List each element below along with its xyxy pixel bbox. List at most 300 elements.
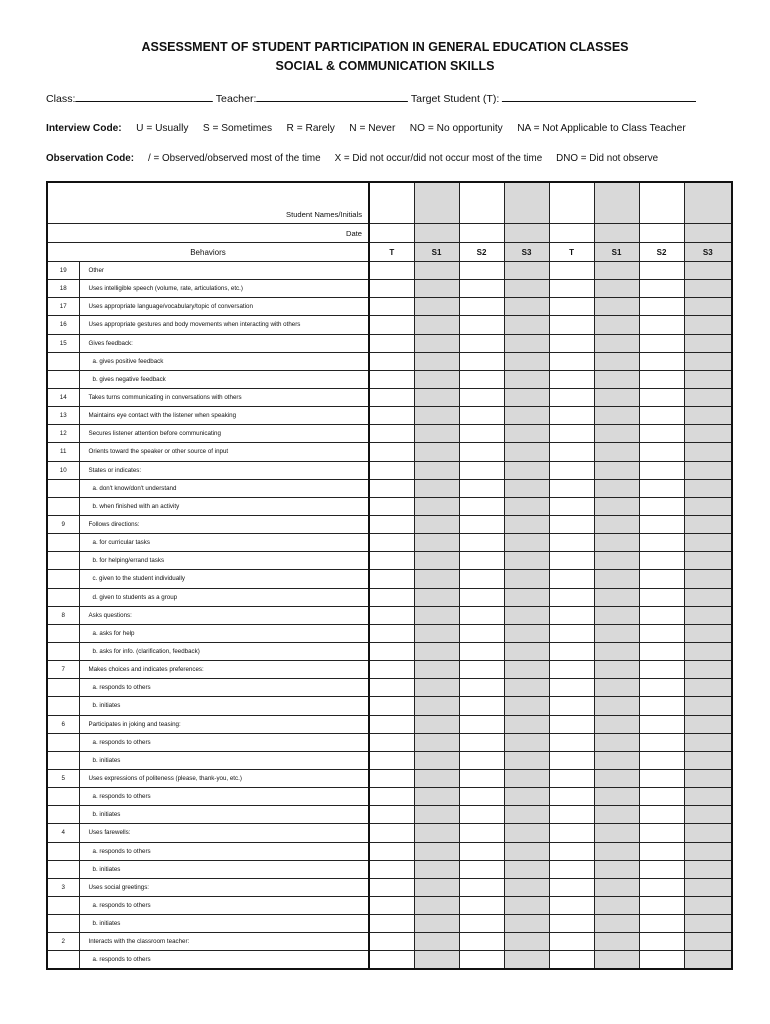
rating-cell[interactable] (594, 824, 639, 842)
rating-cell[interactable] (504, 588, 549, 606)
rating-cell[interactable] (414, 461, 459, 479)
date-cell[interactable] (414, 224, 459, 243)
rating-cell[interactable] (684, 679, 732, 697)
rating-cell[interactable] (684, 588, 732, 606)
rating-cell[interactable] (639, 280, 684, 298)
rating-cell[interactable] (459, 806, 504, 824)
rating-cell[interactable] (639, 479, 684, 497)
rating-cell[interactable] (459, 624, 504, 642)
teacher-field[interactable] (256, 92, 408, 102)
rating-cell[interactable] (594, 534, 639, 552)
rating-cell[interactable] (459, 915, 504, 933)
rating-cell[interactable] (594, 497, 639, 515)
rating-cell[interactable] (459, 606, 504, 624)
rating-cell[interactable] (369, 951, 414, 970)
rating-cell[interactable] (504, 715, 549, 733)
rating-cell[interactable] (414, 515, 459, 533)
rating-cell[interactable] (684, 878, 732, 896)
rating-cell[interactable] (369, 606, 414, 624)
rating-cell[interactable] (459, 661, 504, 679)
rating-cell[interactable] (594, 388, 639, 406)
rating-cell[interactable] (414, 751, 459, 769)
rating-cell[interactable] (504, 334, 549, 352)
rating-cell[interactable] (459, 679, 504, 697)
rating-cell[interactable] (504, 407, 549, 425)
name-cell[interactable] (504, 182, 549, 224)
rating-cell[interactable] (639, 824, 684, 842)
rating-cell[interactable] (459, 425, 504, 443)
rating-cell[interactable] (504, 788, 549, 806)
rating-cell[interactable] (549, 588, 594, 606)
rating-cell[interactable] (549, 280, 594, 298)
rating-cell[interactable] (549, 334, 594, 352)
rating-cell[interactable] (504, 552, 549, 570)
rating-cell[interactable] (639, 933, 684, 951)
rating-cell[interactable] (594, 715, 639, 733)
rating-cell[interactable] (549, 352, 594, 370)
rating-cell[interactable] (504, 443, 549, 461)
rating-cell[interactable] (504, 824, 549, 842)
name-cell[interactable] (639, 182, 684, 224)
rating-cell[interactable] (639, 316, 684, 334)
rating-cell[interactable] (369, 642, 414, 660)
date-cell[interactable] (639, 224, 684, 243)
rating-cell[interactable] (414, 388, 459, 406)
rating-cell[interactable] (684, 697, 732, 715)
rating-cell[interactable] (504, 515, 549, 533)
rating-cell[interactable] (549, 878, 594, 896)
rating-cell[interactable] (549, 697, 594, 715)
rating-cell[interactable] (369, 715, 414, 733)
rating-cell[interactable] (549, 715, 594, 733)
rating-cell[interactable] (684, 461, 732, 479)
rating-cell[interactable] (504, 842, 549, 860)
rating-cell[interactable] (549, 933, 594, 951)
rating-cell[interactable] (549, 262, 594, 280)
rating-cell[interactable] (414, 280, 459, 298)
rating-cell[interactable] (504, 769, 549, 787)
rating-cell[interactable] (639, 407, 684, 425)
rating-cell[interactable] (459, 316, 504, 334)
rating-cell[interactable] (639, 262, 684, 280)
rating-cell[interactable] (549, 552, 594, 570)
rating-cell[interactable] (639, 715, 684, 733)
name-cell[interactable] (369, 182, 414, 224)
rating-cell[interactable] (549, 661, 594, 679)
rating-cell[interactable] (369, 388, 414, 406)
rating-cell[interactable] (414, 552, 459, 570)
rating-cell[interactable] (414, 443, 459, 461)
rating-cell[interactable] (549, 824, 594, 842)
rating-cell[interactable] (414, 951, 459, 970)
rating-cell[interactable] (504, 860, 549, 878)
rating-cell[interactable] (594, 661, 639, 679)
rating-cell[interactable] (459, 896, 504, 914)
rating-cell[interactable] (549, 497, 594, 515)
rating-cell[interactable] (414, 534, 459, 552)
rating-cell[interactable] (369, 806, 414, 824)
rating-cell[interactable] (594, 407, 639, 425)
rating-cell[interactable] (594, 352, 639, 370)
rating-cell[interactable] (459, 552, 504, 570)
rating-cell[interactable] (504, 915, 549, 933)
rating-cell[interactable] (414, 407, 459, 425)
rating-cell[interactable] (504, 388, 549, 406)
rating-cell[interactable] (414, 570, 459, 588)
rating-cell[interactable] (639, 896, 684, 914)
rating-cell[interactable] (684, 933, 732, 951)
rating-cell[interactable] (459, 370, 504, 388)
rating-cell[interactable] (459, 515, 504, 533)
rating-cell[interactable] (684, 915, 732, 933)
name-cell[interactable] (549, 182, 594, 224)
rating-cell[interactable] (504, 896, 549, 914)
rating-cell[interactable] (594, 515, 639, 533)
rating-cell[interactable] (594, 788, 639, 806)
rating-cell[interactable] (504, 316, 549, 334)
rating-cell[interactable] (684, 334, 732, 352)
rating-cell[interactable] (594, 262, 639, 280)
rating-cell[interactable] (594, 878, 639, 896)
rating-cell[interactable] (414, 370, 459, 388)
rating-cell[interactable] (549, 951, 594, 970)
rating-cell[interactable] (594, 606, 639, 624)
rating-cell[interactable] (639, 915, 684, 933)
rating-cell[interactable] (594, 552, 639, 570)
rating-cell[interactable] (684, 425, 732, 443)
name-cell[interactable] (594, 182, 639, 224)
rating-cell[interactable] (414, 878, 459, 896)
rating-cell[interactable] (549, 534, 594, 552)
rating-cell[interactable] (594, 570, 639, 588)
rating-cell[interactable] (684, 788, 732, 806)
rating-cell[interactable] (684, 951, 732, 970)
rating-cell[interactable] (369, 334, 414, 352)
rating-cell[interactable] (459, 788, 504, 806)
rating-cell[interactable] (414, 298, 459, 316)
rating-cell[interactable] (639, 334, 684, 352)
rating-cell[interactable] (594, 896, 639, 914)
rating-cell[interactable] (504, 697, 549, 715)
rating-cell[interactable] (414, 588, 459, 606)
rating-cell[interactable] (594, 298, 639, 316)
rating-cell[interactable] (684, 642, 732, 660)
rating-cell[interactable] (639, 860, 684, 878)
rating-cell[interactable] (459, 733, 504, 751)
rating-cell[interactable] (459, 878, 504, 896)
rating-cell[interactable] (684, 407, 732, 425)
rating-cell[interactable] (639, 788, 684, 806)
rating-cell[interactable] (459, 570, 504, 588)
rating-cell[interactable] (549, 896, 594, 914)
rating-cell[interactable] (459, 860, 504, 878)
rating-cell[interactable] (504, 352, 549, 370)
rating-cell[interactable] (549, 388, 594, 406)
rating-cell[interactable] (594, 806, 639, 824)
rating-cell[interactable] (369, 461, 414, 479)
rating-cell[interactable] (594, 280, 639, 298)
rating-cell[interactable] (684, 316, 732, 334)
rating-cell[interactable] (369, 878, 414, 896)
rating-cell[interactable] (504, 534, 549, 552)
rating-cell[interactable] (639, 642, 684, 660)
rating-cell[interactable] (594, 479, 639, 497)
rating-cell[interactable] (549, 788, 594, 806)
rating-cell[interactable] (504, 461, 549, 479)
rating-cell[interactable] (594, 697, 639, 715)
rating-cell[interactable] (414, 334, 459, 352)
rating-cell[interactable] (504, 425, 549, 443)
rating-cell[interactable] (459, 280, 504, 298)
rating-cell[interactable] (459, 461, 504, 479)
rating-cell[interactable] (459, 262, 504, 280)
rating-cell[interactable] (504, 679, 549, 697)
rating-cell[interactable] (369, 661, 414, 679)
rating-cell[interactable] (684, 352, 732, 370)
rating-cell[interactable] (549, 679, 594, 697)
rating-cell[interactable] (549, 370, 594, 388)
rating-cell[interactable] (414, 824, 459, 842)
rating-cell[interactable] (504, 933, 549, 951)
rating-cell[interactable] (459, 933, 504, 951)
rating-cell[interactable] (639, 298, 684, 316)
rating-cell[interactable] (414, 661, 459, 679)
rating-cell[interactable] (369, 534, 414, 552)
rating-cell[interactable] (639, 534, 684, 552)
rating-cell[interactable] (684, 443, 732, 461)
rating-cell[interactable] (639, 461, 684, 479)
rating-cell[interactable] (684, 733, 732, 751)
rating-cell[interactable] (594, 933, 639, 951)
rating-cell[interactable] (549, 443, 594, 461)
rating-cell[interactable] (369, 497, 414, 515)
rating-cell[interactable] (369, 788, 414, 806)
rating-cell[interactable] (594, 334, 639, 352)
rating-cell[interactable] (684, 824, 732, 842)
rating-cell[interactable] (594, 860, 639, 878)
rating-cell[interactable] (684, 715, 732, 733)
rating-cell[interactable] (684, 298, 732, 316)
rating-cell[interactable] (459, 534, 504, 552)
rating-cell[interactable] (549, 425, 594, 443)
rating-cell[interactable] (414, 316, 459, 334)
rating-cell[interactable] (594, 642, 639, 660)
rating-cell[interactable] (684, 751, 732, 769)
rating-cell[interactable] (369, 842, 414, 860)
rating-cell[interactable] (684, 515, 732, 533)
date-cell[interactable] (504, 224, 549, 243)
rating-cell[interactable] (684, 370, 732, 388)
name-cell[interactable] (684, 182, 732, 224)
rating-cell[interactable] (414, 860, 459, 878)
rating-cell[interactable] (639, 606, 684, 624)
class-field[interactable] (76, 92, 213, 102)
rating-cell[interactable] (414, 497, 459, 515)
rating-cell[interactable] (639, 443, 684, 461)
rating-cell[interactable] (639, 497, 684, 515)
rating-cell[interactable] (549, 461, 594, 479)
rating-cell[interactable] (459, 842, 504, 860)
rating-cell[interactable] (639, 388, 684, 406)
rating-cell[interactable] (549, 860, 594, 878)
rating-cell[interactable] (369, 769, 414, 787)
rating-cell[interactable] (684, 842, 732, 860)
rating-cell[interactable] (369, 352, 414, 370)
rating-cell[interactable] (639, 515, 684, 533)
rating-cell[interactable] (459, 824, 504, 842)
rating-cell[interactable] (639, 751, 684, 769)
rating-cell[interactable] (684, 534, 732, 552)
rating-cell[interactable] (684, 769, 732, 787)
rating-cell[interactable] (369, 552, 414, 570)
rating-cell[interactable] (459, 479, 504, 497)
rating-cell[interactable] (639, 552, 684, 570)
rating-cell[interactable] (594, 842, 639, 860)
rating-cell[interactable] (369, 697, 414, 715)
rating-cell[interactable] (459, 588, 504, 606)
rating-cell[interactable] (594, 679, 639, 697)
rating-cell[interactable] (549, 915, 594, 933)
rating-cell[interactable] (369, 915, 414, 933)
rating-cell[interactable] (684, 388, 732, 406)
date-cell[interactable] (459, 224, 504, 243)
rating-cell[interactable] (504, 370, 549, 388)
rating-cell[interactable] (369, 588, 414, 606)
rating-cell[interactable] (459, 951, 504, 970)
rating-cell[interactable] (639, 806, 684, 824)
target-student-field[interactable] (502, 92, 696, 102)
date-cell[interactable] (369, 224, 414, 243)
rating-cell[interactable] (504, 806, 549, 824)
rating-cell[interactable] (414, 788, 459, 806)
rating-cell[interactable] (684, 552, 732, 570)
rating-cell[interactable] (459, 388, 504, 406)
rating-cell[interactable] (684, 479, 732, 497)
rating-cell[interactable] (504, 951, 549, 970)
rating-cell[interactable] (639, 370, 684, 388)
rating-cell[interactable] (459, 407, 504, 425)
rating-cell[interactable] (549, 642, 594, 660)
rating-cell[interactable] (414, 896, 459, 914)
rating-cell[interactable] (459, 352, 504, 370)
rating-cell[interactable] (639, 842, 684, 860)
rating-cell[interactable] (504, 751, 549, 769)
rating-cell[interactable] (594, 769, 639, 787)
rating-cell[interactable] (684, 262, 732, 280)
rating-cell[interactable] (414, 425, 459, 443)
rating-cell[interactable] (504, 606, 549, 624)
rating-cell[interactable] (414, 352, 459, 370)
rating-cell[interactable] (459, 751, 504, 769)
rating-cell[interactable] (459, 715, 504, 733)
rating-cell[interactable] (369, 443, 414, 461)
rating-cell[interactable] (459, 298, 504, 316)
rating-cell[interactable] (369, 262, 414, 280)
rating-cell[interactable] (549, 769, 594, 787)
rating-cell[interactable] (549, 733, 594, 751)
rating-cell[interactable] (549, 316, 594, 334)
rating-cell[interactable] (594, 733, 639, 751)
rating-cell[interactable] (414, 606, 459, 624)
date-cell[interactable] (684, 224, 732, 243)
rating-cell[interactable] (639, 951, 684, 970)
rating-cell[interactable] (684, 570, 732, 588)
rating-cell[interactable] (549, 570, 594, 588)
rating-cell[interactable] (459, 443, 504, 461)
rating-cell[interactable] (594, 370, 639, 388)
rating-cell[interactable] (504, 661, 549, 679)
rating-cell[interactable] (684, 280, 732, 298)
rating-cell[interactable] (684, 497, 732, 515)
rating-cell[interactable] (549, 407, 594, 425)
rating-cell[interactable] (549, 806, 594, 824)
rating-cell[interactable] (639, 624, 684, 642)
rating-cell[interactable] (459, 697, 504, 715)
rating-cell[interactable] (369, 824, 414, 842)
rating-cell[interactable] (594, 915, 639, 933)
rating-cell[interactable] (369, 370, 414, 388)
rating-cell[interactable] (414, 933, 459, 951)
rating-cell[interactable] (504, 878, 549, 896)
rating-cell[interactable] (414, 842, 459, 860)
rating-cell[interactable] (549, 624, 594, 642)
rating-cell[interactable] (684, 661, 732, 679)
rating-cell[interactable] (414, 642, 459, 660)
rating-cell[interactable] (414, 479, 459, 497)
rating-cell[interactable] (504, 570, 549, 588)
rating-cell[interactable] (369, 570, 414, 588)
rating-cell[interactable] (414, 624, 459, 642)
rating-cell[interactable] (594, 425, 639, 443)
rating-cell[interactable] (414, 915, 459, 933)
rating-cell[interactable] (504, 298, 549, 316)
rating-cell[interactable] (369, 751, 414, 769)
rating-cell[interactable] (369, 679, 414, 697)
rating-cell[interactable] (639, 733, 684, 751)
rating-cell[interactable] (459, 497, 504, 515)
rating-cell[interactable] (639, 352, 684, 370)
rating-cell[interactable] (369, 298, 414, 316)
rating-cell[interactable] (459, 769, 504, 787)
rating-cell[interactable] (459, 334, 504, 352)
rating-cell[interactable] (549, 298, 594, 316)
rating-cell[interactable] (639, 679, 684, 697)
rating-cell[interactable] (414, 679, 459, 697)
rating-cell[interactable] (369, 896, 414, 914)
rating-cell[interactable] (639, 697, 684, 715)
rating-cell[interactable] (549, 842, 594, 860)
rating-cell[interactable] (594, 624, 639, 642)
rating-cell[interactable] (594, 588, 639, 606)
rating-cell[interactable] (504, 497, 549, 515)
rating-cell[interactable] (369, 425, 414, 443)
rating-cell[interactable] (414, 806, 459, 824)
rating-cell[interactable] (369, 479, 414, 497)
rating-cell[interactable] (414, 262, 459, 280)
rating-cell[interactable] (504, 624, 549, 642)
rating-cell[interactable] (639, 769, 684, 787)
rating-cell[interactable] (504, 733, 549, 751)
rating-cell[interactable] (639, 661, 684, 679)
rating-cell[interactable] (684, 860, 732, 878)
rating-cell[interactable] (369, 733, 414, 751)
rating-cell[interactable] (594, 951, 639, 970)
rating-cell[interactable] (414, 733, 459, 751)
rating-cell[interactable] (369, 316, 414, 334)
rating-cell[interactable] (504, 262, 549, 280)
rating-cell[interactable] (594, 461, 639, 479)
rating-cell[interactable] (549, 515, 594, 533)
